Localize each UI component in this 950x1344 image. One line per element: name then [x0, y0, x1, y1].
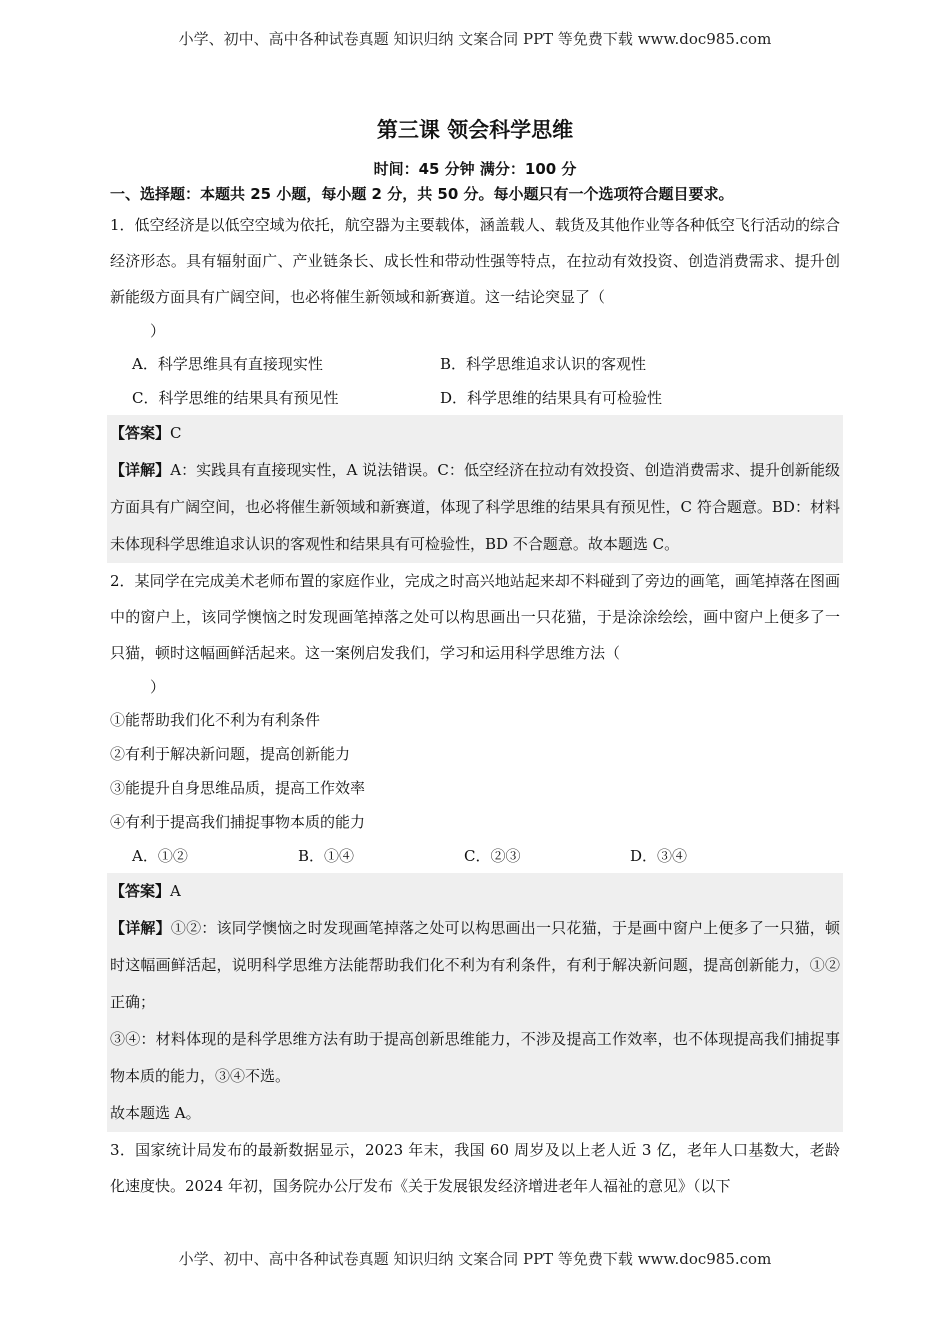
question-1-stem: 1．低空经济是以低空空域为依托，航空器为主要载体，涵盖载人、载货及其他作业等各种低空飞行活动的综合经济形态。具有辐射面广、产业链条长、成长性和带动性强等特点，在拉动有效投资、创造消费需求、提升创新能级方面具有广阔空间，也必将催生新领域和新赛道。这一结论突显了（	[110, 216, 840, 306]
document-body	[110, 108, 840, 1204]
statement-4: ④有利于提高我们捕捉事物本质的能力	[110, 813, 366, 831]
question-2-detail-1: 【详解】①②：该同学懊恼之时发现画笔掉落之处可以构思画出一只花猫，于是画中窗户上便多了一只猫，顿时这幅画鲜活起，说明科学思维方法能帮助我们化不利为有利条件，有利于解决新问题，提高创新能力，①②正确；	[110, 919, 840, 1011]
section-heading: 一、选择题：本题共 25 小题，每小题 2 分，共 50 分。每小题只有一个选项符合题目要求。	[110, 185, 734, 203]
option-c: C．科学思维的结果具有预见性	[132, 389, 339, 407]
question-2	[110, 563, 840, 1132]
question-2-answer-block	[107, 873, 843, 1132]
option-b: B．科学思维追求认识的客观性	[440, 355, 647, 373]
option-c: C．②③	[464, 847, 521, 865]
question-2-text	[110, 563, 840, 703]
page-title: 第三课 领会科学思维	[376, 118, 574, 142]
question-2-stem: 2．某同学在完成美术老师布置的家庭作业，完成之时高兴地站起来却不料碰到了旁边的画笔，画笔掉落在图画中的窗户上，该同学懊恼之时发现画笔掉落之处可以构思画出一只花猫，于是涂涂绘绘，画中窗户上便多了一只猫，顿时这幅画鲜活起来。这一案例启发我们，学习和运用科学思维方法（	[110, 572, 840, 662]
question-1-detail: 【详解】A：实践具有直接现实性，A 说法错误。C：低空经济在拉动有效投资、创造消费需求、提升创新能级方面具有广阔空间，也必将催生新领域和新赛道，体现了科学思维的结果具有预见性，C 符合题意。BD：材料未体现科学思维追求认识的客观性和结果具有可检验性，BD 不合题意。故本题选 C。	[110, 461, 840, 553]
question-1-text	[110, 207, 840, 347]
option-b: B．①④	[298, 847, 355, 865]
question-3-text: 3．国家统计局发布的最新数据显示，2023 年末，我国 60 周岁及以上老人近 3 亿，老年人口基数大，老龄化速度快。2024 年初，国务院办公厅发布《关于发展银发经济增进老年人福祉的意见》（以下	[110, 1141, 840, 1195]
page-header: 小学、初中、高中各种试卷真题 知识归纳 文案合同 PPT 等免费下载 www.doc985.com	[178, 30, 772, 48]
question-2-options	[110, 839, 840, 873]
question-1-answer: 【答案】C	[110, 424, 182, 442]
question-3	[110, 1132, 840, 1204]
option-d: D．科学思维的结果具有可检验性	[440, 389, 663, 407]
question-1-options-row-1	[110, 347, 840, 381]
question-1-answer-block	[107, 415, 843, 563]
statement-2: ②有利于解决新问题，提高创新能力	[110, 745, 351, 763]
option-a: A．科学思维具有直接现实性	[132, 355, 323, 373]
exam-info: 时间：45 分钟 满分：100 分	[373, 160, 577, 178]
question-2-detail-3: 故本题选 A。	[110, 1104, 201, 1122]
statement-1: ①能帮助我们化不利为有利条件	[110, 711, 321, 729]
option-d: D．③④	[630, 847, 688, 865]
question-2-answer: 【答案】A	[110, 882, 181, 900]
statement-3: ③能提升自身思维品质，提高工作效率	[110, 779, 366, 797]
question-2-detail-2: ③④：材料体现的是科学思维方法有助于提高创新思维能力，不涉及提高工作效率，也不体现提高我们捕捉事物本质的能力，③④不选。	[110, 1030, 840, 1085]
question-1	[110, 207, 840, 563]
page-footer: 小学、初中、高中各种试卷真题 知识归纳 文案合同 PPT 等免费下载 www.doc985.com	[178, 1250, 772, 1268]
question-2-paren: ）	[150, 678, 166, 696]
question-1-paren: ）	[150, 322, 166, 340]
option-a: A．①②	[132, 847, 188, 865]
question-1-options-row-2	[110, 381, 840, 415]
